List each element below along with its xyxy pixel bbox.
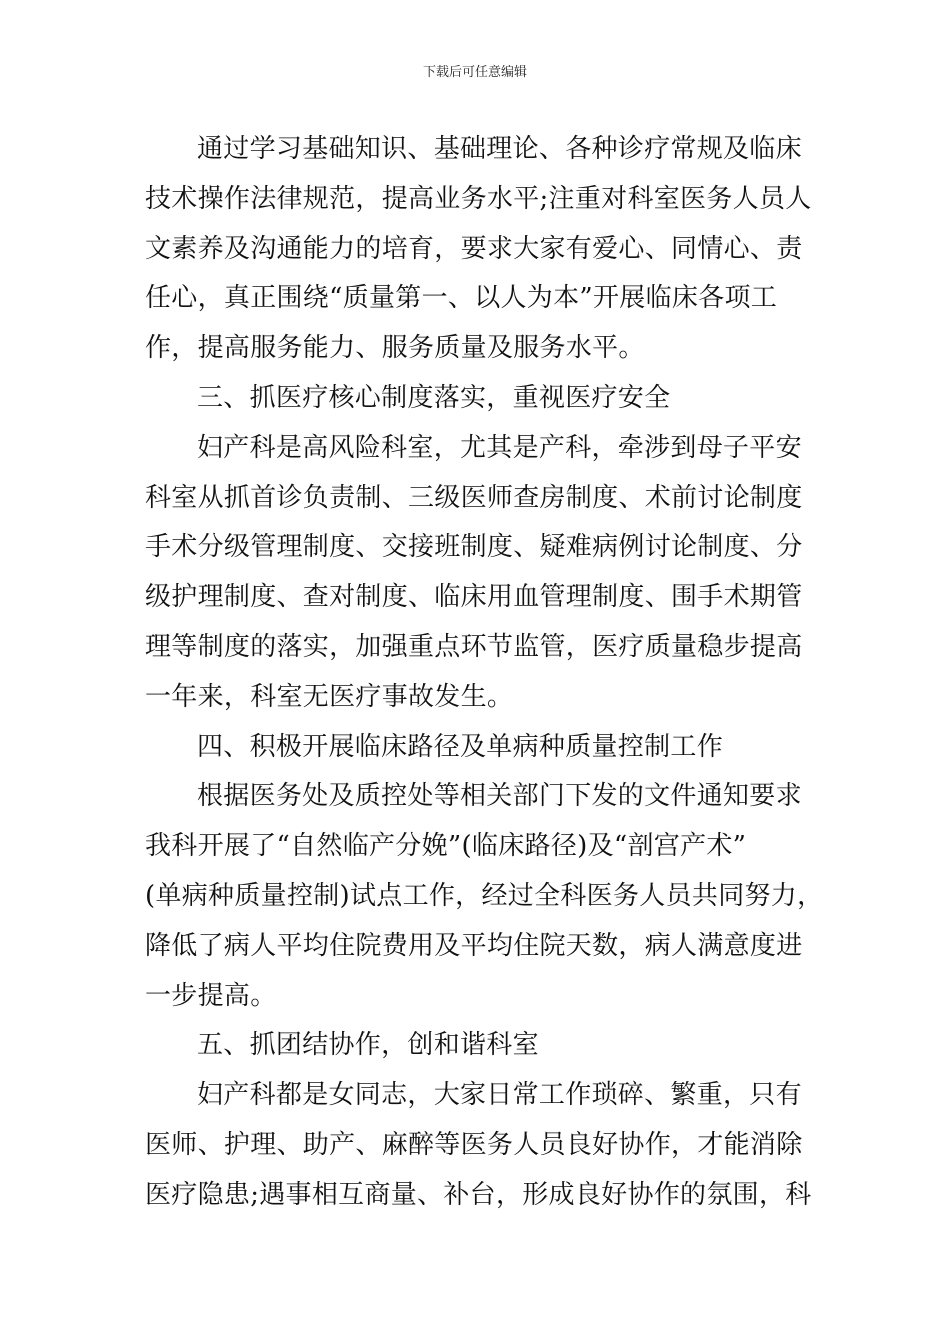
body-line: 一年来，科室无医疗事故发生。 bbox=[145, 681, 514, 712]
body-line: 一步提高。 bbox=[145, 980, 277, 1011]
section-heading: 三、抓医疗核心制度落实，重视医疗安全 bbox=[197, 382, 671, 413]
body-line: 我科开展了“自然临产分娩”(临床路径)及“剖宫产术” bbox=[145, 831, 747, 862]
body-line: 文素养及沟通能力的培育，要求大家有爱心、同情心、责 bbox=[145, 233, 803, 264]
section-heading: 四、积极开展临床路径及单病种质量控制工作 bbox=[197, 731, 724, 762]
body-line: 任心，真正围绕“质量第一、以人为本”开展临床各项工 bbox=[145, 283, 778, 314]
body-line: 通过学习基础知识、基础理论、各种诊疗常规及临床 bbox=[197, 134, 802, 164]
body-line: 医疗隐患;遇事相互商量、补台，形成良好协作的氛围，科 bbox=[145, 1179, 812, 1210]
section-heading: 五、抓团结协作，创和谐科室 bbox=[197, 1030, 539, 1061]
body-line: 根据医务处及质控处等相关部门下发的文件通知要求 bbox=[197, 781, 802, 812]
body-line: 作，提高服务能力、服务质量及服务水平。 bbox=[145, 333, 645, 364]
body-line: 级护理制度、查对制度、临床用血管理制度、围手术期管 bbox=[145, 582, 803, 613]
body-line: 妇产科是高风险科室，尤其是产科，牵涉到母子平安 bbox=[197, 432, 802, 463]
body-line: 科室从抓首诊负责制、三级医师查房制度、术前讨论制度 bbox=[145, 482, 803, 513]
body-line: 技术操作法律规范，提高业务水平;注重对科室医务人员人 bbox=[145, 183, 812, 214]
body-line: 医师、护理、助产、麻醉等医务人员良好协作，才能消除 bbox=[145, 1129, 803, 1160]
document-body bbox=[145, 125, 825, 1221]
body-line: 降低了病人平均住院费用及平均住院天数，病人满意度进 bbox=[145, 930, 803, 961]
body-line: 理等制度的落实，加强重点环节监管，医疗质量稳步提高 bbox=[145, 631, 803, 662]
page-header: 下载后可任意编辑 bbox=[422, 65, 527, 80]
body-line: 妇产科都是女同志，大家日常工作琐碎、繁重，只有 bbox=[197, 1080, 802, 1111]
body-line: 手术分级管理制度、交接班制度、疑难病例讨论制度、分 bbox=[145, 532, 803, 563]
body-line: (单病种质量控制)试点工作，经过全科医务人员共同努力， bbox=[145, 880, 824, 911]
